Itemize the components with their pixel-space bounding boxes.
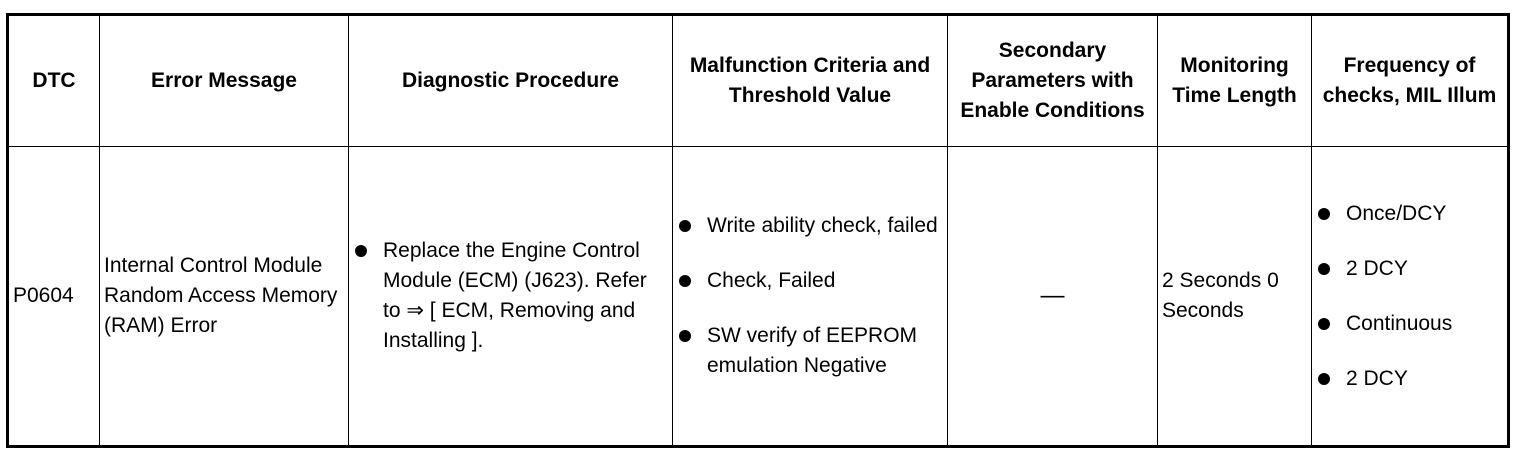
list-item: SW verify of EEPROM emulation Negative [677, 321, 943, 381]
table-row [8, 147, 1509, 447]
malfunction-criteria-list [677, 211, 943, 381]
frequency-list [1316, 199, 1503, 394]
list-item: 2 DCY [1316, 254, 1503, 284]
cell-diagnostic-procedure [349, 147, 673, 447]
cell-monitoring-time: 2 Seconds 0 Seconds [1158, 147, 1312, 447]
header-error-message: Error Message [100, 15, 349, 147]
list-item: 2 DCY [1316, 364, 1503, 394]
cell-malfunction-criteria [673, 147, 948, 447]
header-diagnostic-procedure: Diagnostic Procedure [349, 15, 673, 147]
list-item: Check, Failed [677, 266, 943, 296]
header-frequency: Frequency of checks, MIL Illum [1312, 15, 1509, 147]
cell-frequency [1312, 147, 1509, 447]
header-monitoring-time: Monitoring Time Length [1158, 15, 1312, 147]
cell-secondary-parameters [948, 147, 1158, 447]
secondary-parameters-dash: — [1040, 281, 1065, 309]
header-secondary-parameters: Secondary Parameters with Enable Conditions [948, 15, 1158, 147]
dtc-table [6, 13, 1510, 448]
header-row [8, 15, 1509, 147]
cell-error-message: Internal Control Module Random Access Memory (RAM) Error [100, 147, 349, 447]
header-malfunction-criteria: Malfunction Criteria and Threshold Value [673, 15, 948, 147]
list-item: Continuous [1316, 309, 1503, 339]
cell-dtc-code: P0604 [8, 147, 100, 447]
header-dtc: DTC [8, 15, 100, 147]
diagnostic-procedure-list [353, 236, 668, 356]
list-item: Replace the Engine Control Module (ECM) (J623). Refer to ⇒ [ ECM, Removing and Installing ]. [353, 236, 668, 356]
list-item: Write ability check, failed [677, 211, 943, 241]
list-item: Once/DCY [1316, 199, 1503, 229]
